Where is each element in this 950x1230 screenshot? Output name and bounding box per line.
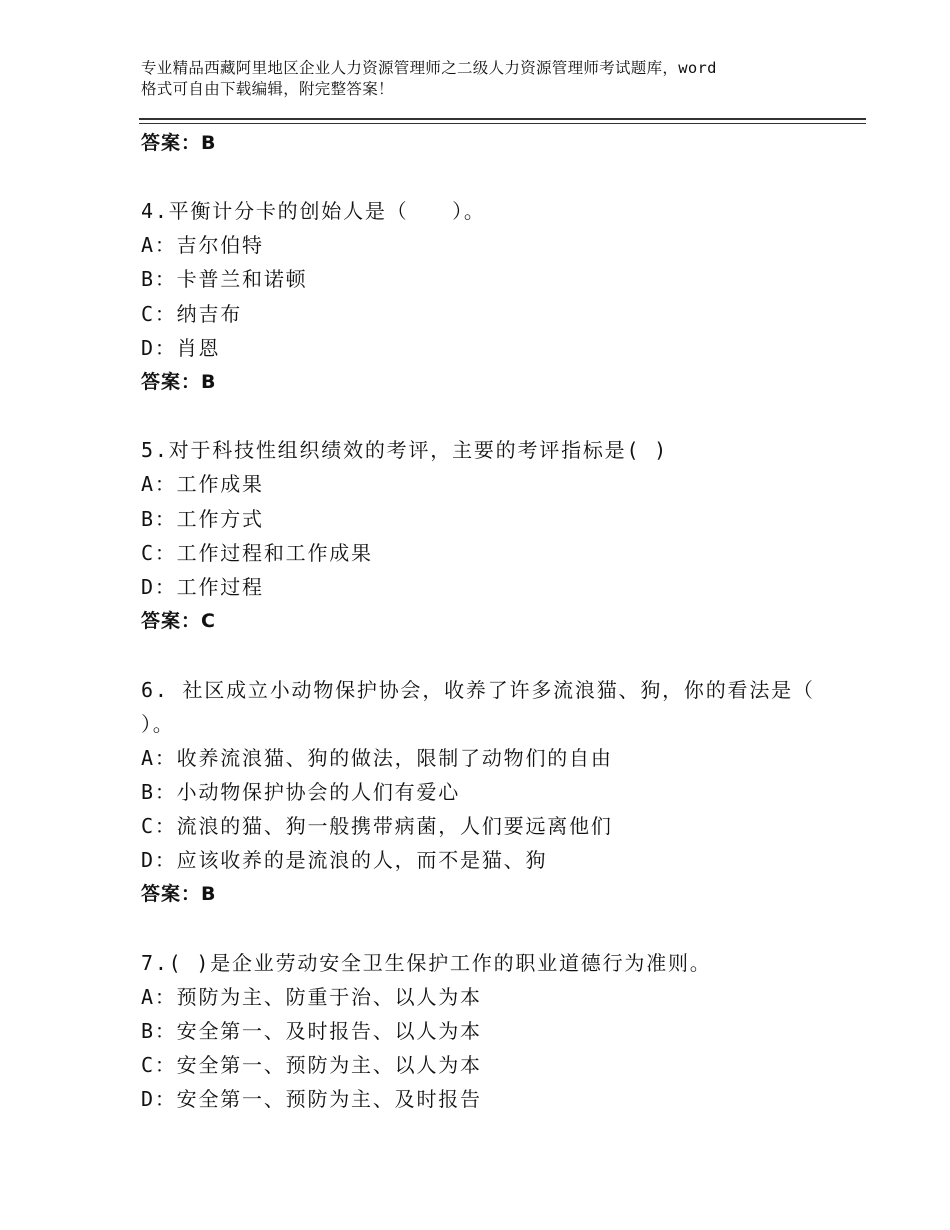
q5-option-b: B：工作方式 [141, 507, 264, 531]
answer-q5: 答案：C [141, 610, 216, 632]
header-divider-bottom [139, 123, 866, 124]
q6-option-a: A：收养流浪猫、狗的做法，限制了动物们的自由 [141, 746, 613, 770]
question-7: 7.( )是企业劳动安全卫生保护工作的职业道德行为准则。 [141, 951, 712, 975]
q4-option-d: D：肖恩 [141, 336, 221, 360]
q7-option-d: D：安全第一、预防为主、及时报告 [141, 1087, 482, 1111]
q7-option-a: A：预防为主、防重于治、以人为本 [141, 985, 482, 1009]
question-6: 6. 社区成立小动物保护协会，收养了许多流浪猫、狗，你的看法是（ [141, 678, 815, 702]
question-6-cont: ）。 [141, 712, 175, 736]
answer-q3: 答案：B [141, 132, 217, 154]
q6-option-b: B：小动物保护协会的人们有爱心 [141, 780, 461, 804]
q5-option-d: D：工作过程 [141, 575, 264, 599]
header-divider-top [139, 118, 866, 120]
q4-option-c: C：纳吉布 [141, 302, 243, 326]
q5-option-c: C：工作过程和工作成果 [141, 541, 373, 565]
header-line-2: 格式可自由下载编辑，附完整答案！ [141, 80, 394, 98]
q4-option-a: A：吉尔伯特 [141, 233, 264, 257]
q4-option-b: B：卡普兰和诺顿 [141, 267, 308, 291]
question-5: 5.对于科技性组织绩效的考评，主要的考评指标是( ) [141, 438, 669, 462]
document-header [141, 58, 841, 100]
q7-option-b: B：安全第一、及时报告、以人为本 [141, 1019, 482, 1043]
q6-option-c: C：流浪的猫、狗一般携带病菌，人们要远离他们 [141, 814, 613, 838]
answer-q4: 答案：B [141, 371, 217, 393]
q5-option-a: A：工作成果 [141, 472, 264, 496]
question-4: 4.平衡计分卡的创始人是（ ）。 [141, 199, 486, 223]
q6-option-d: D：应该收养的是流浪的人，而不是猫、狗 [141, 848, 548, 872]
header-line-1: 专业精品西藏阿里地区企业人力资源管理师之二级人力资源管理师考试题库，word [141, 59, 717, 77]
answer-q6: 答案：B [141, 883, 217, 905]
q7-option-c: C：安全第一、预防为主、以人为本 [141, 1053, 482, 1077]
